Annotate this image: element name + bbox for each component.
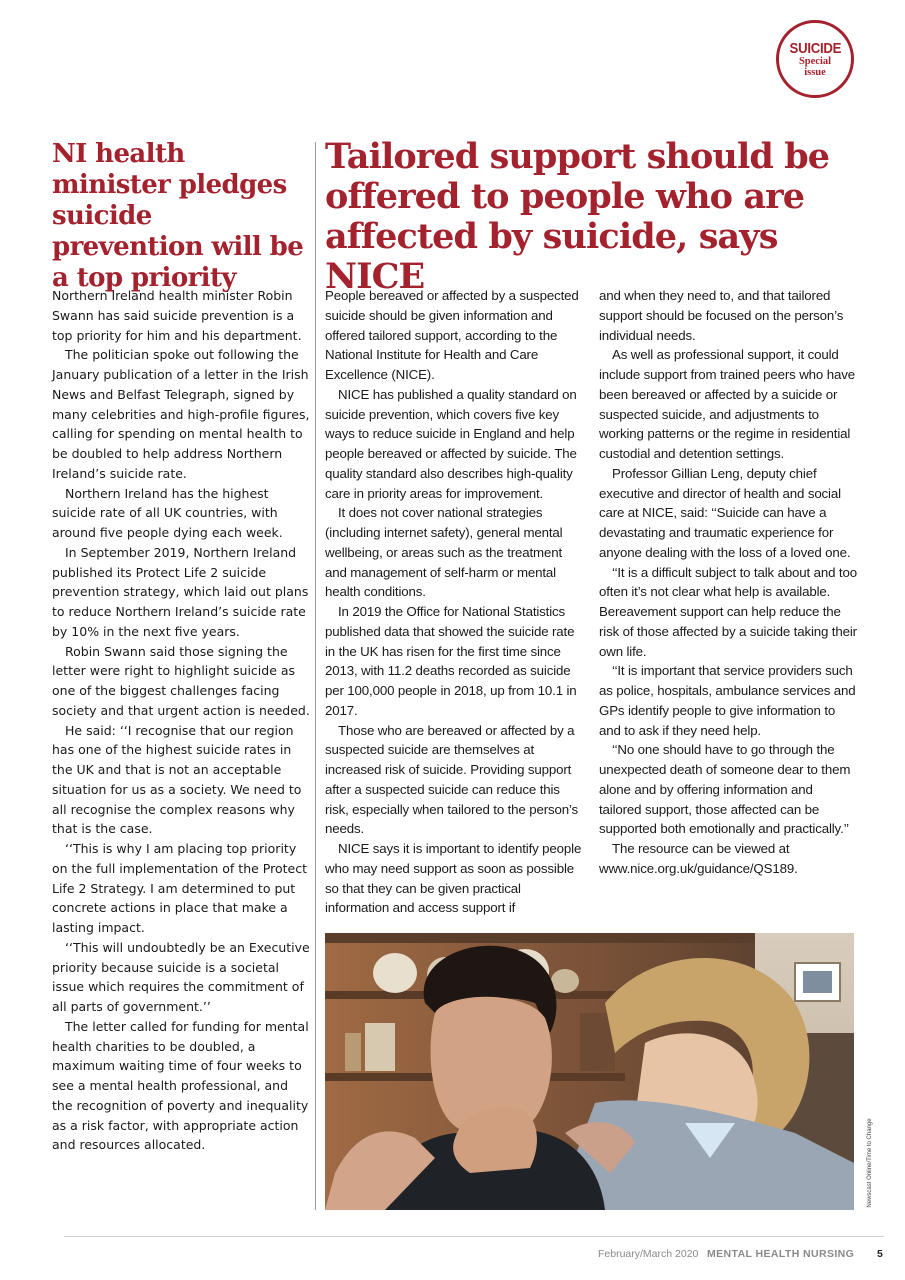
paragraph: In 2019 the Office for National Statistics published data that showed the suicide rate in the UK has risen for the first time since 2013, with 11.2 deaths recorded as suicide per 100,000 people in 2018, up from 10.1 in 2017. <box>325 604 577 718</box>
paragraph: NICE has published a quality standard on suicide prevention, which covers five key ways to reduce suicide in England and help people bereaved or affected by suicide. The quality standard also describes high-quality care in priority areas for improvement. <box>325 386 577 501</box>
paragraph: Northern Ireland has the highest suicide rate of all UK countries, with around five people dying each week. <box>52 485 283 540</box>
badge-subtitle-line1: Special <box>798 55 832 67</box>
main-article-headline: Tailored support should be offered to people who are affected by suicide, says NICE <box>325 136 830 297</box>
photo-illustration <box>325 933 854 1210</box>
paragraph: ‘‘No one should have to go through the unexpected death of someone dear to them alone and by offering information and tailored support, those affected can be supported both emotionally and practically.’’ <box>599 742 851 837</box>
main-article-column-1 <box>325 286 583 918</box>
footer-rule <box>64 1236 884 1237</box>
paragraph: It does not cover national strategies (including internet safety), general mental wellbeing, or areas such as the treatment and management of self-harm or mental health conditions. <box>325 505 563 600</box>
paragraph: ‘‘This will undoubtedly be an Executive priority because suicide is a societal issue which requires the commitment of all parts of government.’’ <box>52 939 310 1014</box>
photo-credit <box>862 1118 873 1210</box>
left-article-body <box>52 286 310 1155</box>
paragraph: As well as professional support, it could include support from trained peers who have been bereaved or affected by a suicide or suspected suicide, and adjustments to working patterns or the regime in residential custodial and detention settings. <box>599 347 855 461</box>
paragraph: ‘‘It is a difficult subject to talk about and too often it’s not clear what help is available. Bereavement support can help reduce the risk of those affected by a suicide taking their own life. <box>599 564 857 659</box>
page-footer <box>590 1248 890 1262</box>
paragraph: Professor Gillian Leng, deputy chief executive and director of health and social care at NICE, said: ‘‘Suicide can have a devastating and traumatic experience for anyone dealing with the loss of a loved one. <box>599 465 851 560</box>
paragraph: Those who are bereaved or affected by a suspected suicide are themselves at increased risk of suicide. Providing support after a suspected suicide can reduce this risk, especially when tailored to the person’s needs. <box>325 722 579 837</box>
paragraph: People bereaved or affected by a suspected suicide should be given information and offered tailored support, according to the National Institute for Health and Care Excellence (NICE). <box>325 288 579 382</box>
paragraph: and when they need to, and that tailored support should be focused on the person’s individual needs. <box>599 288 844 343</box>
paragraph: The resource can be viewed at www.nice.org.uk/guidance/QS189. <box>599 841 798 876</box>
paragraph: He said: ‘‘I recognise that our region has one of the highest suicide rates in the UK and that is not an acceptable situation for us as a society. We need to all recognise the complex reasons why that is the case. <box>52 722 302 837</box>
magazine-name: MENTAL HEALTH NURSING <box>707 1248 855 1260</box>
article-photo <box>325 933 854 1210</box>
left-article-headline: NI health minister pledges suicide prevention will be a top priority <box>52 139 304 293</box>
badge-title: SUICIDE <box>789 39 841 57</box>
main-article-column-2 <box>599 286 857 879</box>
paragraph: ‘‘This is why I am placing top priority on the full implementation of the Protect Life 2 Strategy. I am determined to put concrete actions in place that make a lasting impact. <box>52 841 307 935</box>
paragraph: ‘‘It is important that service providers such as police, hospitals, ambulance services and GPs identify people to give information to and to ask if they need help. <box>599 663 856 738</box>
paragraph: NICE says it is important to identify people who may need support as soon as possible so that they can be given practical information and access support if <box>325 841 582 916</box>
special-issue-badge <box>776 20 854 98</box>
paragraph: Northern Ireland health minister Robin Swann has said suicide prevention is a top priority for him and his department. <box>52 288 302 343</box>
column-divider <box>315 142 316 1210</box>
paragraph: Robin Swann said those signing the letter were right to highlight suicide as one of the biggest challenges facing society and that urgent action is needed. <box>52 643 310 718</box>
paragraph: The politician spoke out following the January publication of a letter in the Irish News and Belfast Telegraph, signed by many celebrities and high-profile figures, calling for spending on mental health to be doubled to help address Northern Ireland’s suicide rate. <box>52 347 310 481</box>
paragraph: The letter called for funding for mental health charities to be doubled, a maximum waiting time of four weeks to see a mental health professional, and the recognition of poverty and inequality as a risk factor, with appropriate action and resources allocated. <box>52 1018 309 1153</box>
issue-date: February/March 2020 <box>598 1248 699 1260</box>
page-number: 5 <box>877 1248 883 1260</box>
photo-credit-text: Newscast Online/Time to Change <box>867 1118 873 1208</box>
paragraph: In September 2019, Northern Ireland published its Protect Life 2 suicide prevention strategy, which laid out plans to reduce Northern Ireland’s suicide rate by 10% in the next five years. <box>52 544 309 639</box>
badge-subtitle-line2: issue <box>804 66 826 78</box>
